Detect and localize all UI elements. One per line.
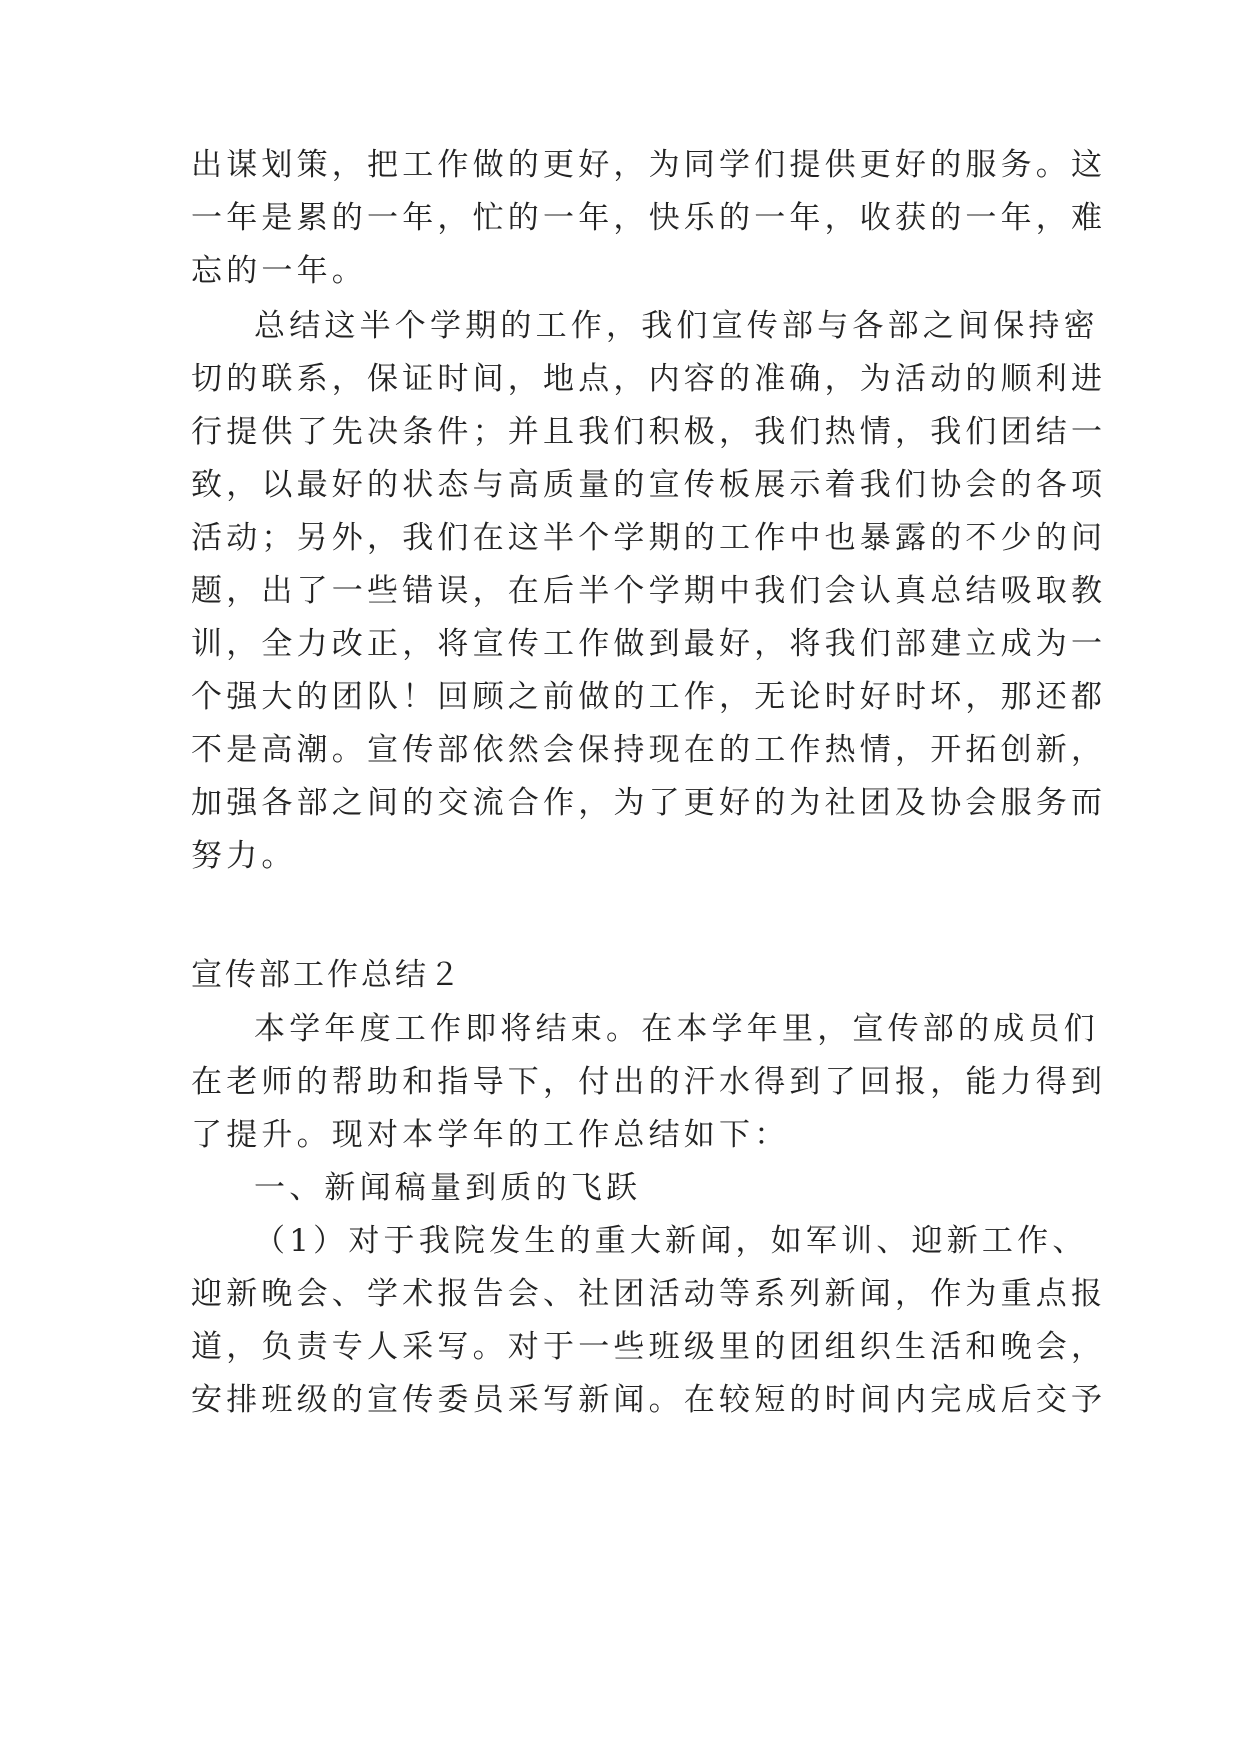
section-heading: 宣传部工作总结２ — [191, 957, 463, 993]
paragraph-line: 迎新晚会、学术报告会、社团活动等系列新闻，作为重点报 — [191, 1276, 1107, 1312]
paragraph-line: 了提升。现对本学年的工作总结如下： — [191, 1117, 790, 1153]
paragraph-line: 忘的一年。 — [191, 253, 367, 289]
paragraph-line: 努力。 — [191, 838, 297, 874]
paragraph-line: 训，全力改正，将宣传工作做到最好，将我们部建立成为一 — [191, 626, 1107, 662]
paragraph-line: 题，出了一些错误，在后半个学期中我们会认真总结吸取教 — [191, 573, 1107, 609]
paragraph-line: 一年是累的一年，忙的一年，快乐的一年，收获的一年，难 — [191, 200, 1107, 236]
paragraph-line: 不是高潮。宣传部依然会保持现在的工作热情，开拓创新， — [191, 732, 1107, 768]
paragraph-line: 安排班级的宣传委员采写新闻。在较短的时间内完成后交予 — [191, 1382, 1107, 1418]
paragraph-line: 切的联系，保证时间，地点，内容的准确，为活动的顺利进 — [191, 361, 1107, 397]
paragraph-line: 在老师的帮助和指导下，付出的汗水得到了回报，能力得到 — [191, 1064, 1107, 1100]
paragraph-line: 道，负责专人采写。对于一些班级里的团组织生活和晚会， — [191, 1329, 1107, 1365]
paragraph-line: （1）对于我院发生的重大新闻，如军训、迎新工作、 — [254, 1223, 1088, 1259]
subheading: 一、新闻稿量到质的飞跃 — [254, 1170, 642, 1206]
paragraph-line: 致，以最好的状态与高质量的宣传板展示着我们协会的各项 — [191, 467, 1107, 503]
paragraph-line: 本学年度工作即将结束。在本学年里，宣传部的成员们 — [254, 1011, 1099, 1047]
paragraph-line: 个强大的团队！回顾之前做的工作，无论时好时坏，那还都 — [191, 679, 1107, 715]
paragraph-line: 活动；另外，我们在这半个学期的工作中也暴露的不少的问 — [191, 520, 1107, 556]
paragraph-line: 总结这半个学期的工作，我们宣传部与各部之间保持密 — [254, 308, 1099, 344]
paragraph-line: 加强各部之间的交流合作，为了更好的为社团及协会服务而 — [191, 785, 1107, 821]
paragraph-line: 出谋划策，把工作做的更好，为同学们提供更好的服务。这 — [191, 147, 1107, 183]
paragraph-line: 行提供了先决条件；并且我们积极，我们热情，我们团结一 — [191, 414, 1107, 450]
